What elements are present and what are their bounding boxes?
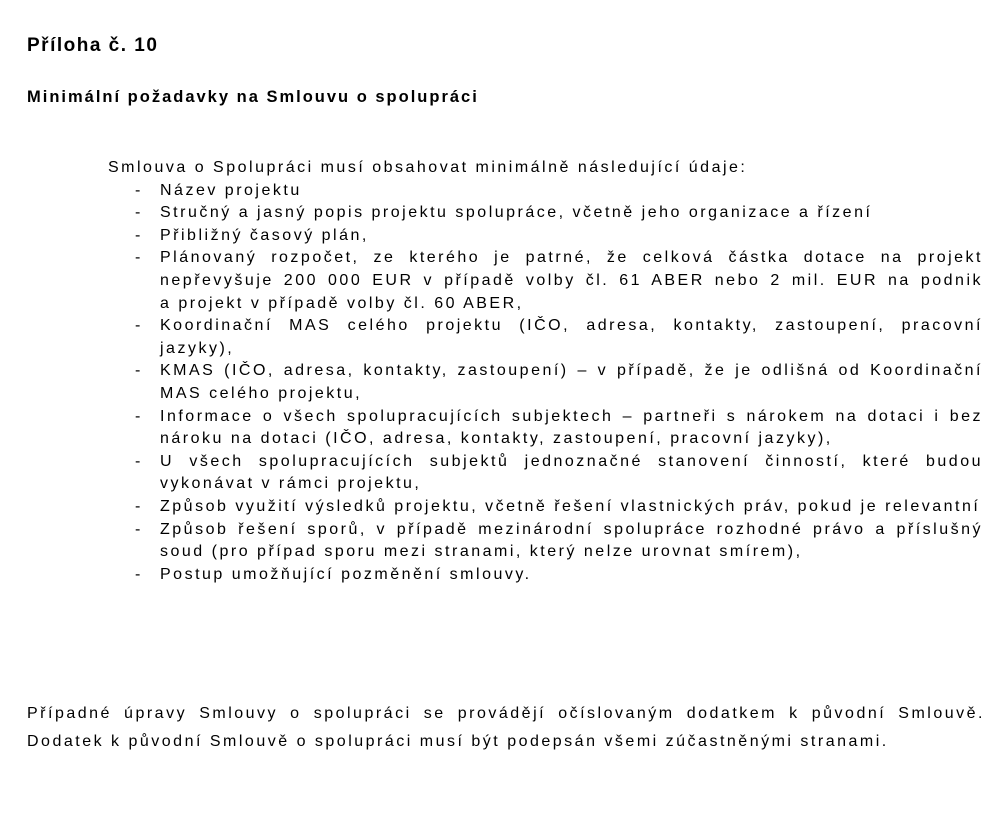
bullet-dash: - [135,452,141,470]
list-item-text: Způsob řešení sporů, v případě mezinárodní spolupráce rozhodné právo a příslušný soud (pro případ sporu mezi stranami, který nelze urovnat smírem), [160,520,983,561]
list-item-text: KMAS (IČO, adresa, kontakty, zastoupení) – v případě, že je odlišná od Koordinační MAS celého projektu, [160,362,983,402]
document-page [0,34,1006,828]
list-item [135,225,983,248]
list-item-text: Informace o všech spolupracujících subjektech – partneři s nárokem na dotaci i bez nároku na dotaci (IČO, adresa, kontakty, zastoupení, pracovní jazyky), [160,407,983,448]
intro-text: Smlouva o Spolupráci musí obsahovat minimálně následující údaje: [108,159,748,176]
list-item-text: Plánovaný rozpočet, ze kterého je patrné, že celková částka dotace na projekt nepřevyšuje 200 000 EUR v případě volby čl. 61 ABER nebo 2 mil. EUR na podnik a projekt v případě volby čl. 60 ABER, [160,249,983,312]
list-item [135,247,983,315]
bullet-dash: - [135,249,141,267]
list-item [135,496,983,519]
list-item-text: Způsob využití výsledků projektu, včetně řešení vlastnických práv, pokud je relevantní [160,497,981,515]
requirements-list [135,180,983,587]
list-item [135,406,983,451]
list-item-text: U všech spolupracujících subjektů jednoznačné stanovení činností, které budou vykonávat v rámci projektu, [160,452,983,493]
bullet-dash: - [135,317,141,335]
bullet-dash: - [135,181,141,199]
bullet-dash: - [135,565,141,583]
list-item-text: Postup umožňující pozměnění smlouvy. [160,565,532,583]
list-item-text: Koordinační MAS celého projektu (IČO, adresa, kontakty, zastoupení, pracovní jazyky), [160,317,983,357]
closing-paragraph: Případné úpravy Smlouvy o spolupráci se provádějí očíslovaným dodatkem k původní Smlouvě. Dodatek k původní Smlouvě o spolupráci musí být podepsán všemi zúčastněnými stranami. [27,705,985,751]
list-item [135,180,983,203]
list-item [135,202,983,225]
list-item [135,451,983,496]
bullet-dash: - [135,204,141,222]
bullet-dash: - [135,497,141,515]
bullet-dash: - [135,520,141,538]
bullet-dash: - [135,407,141,425]
bullet-dash: - [135,226,141,244]
list-item [135,360,983,405]
list-item-text: Stručný a jasný popis projektu spolupráce, včetně jeho organizace a řízení [160,204,873,222]
page-title: Příloha č. 10 [27,35,159,56]
list-item [135,315,983,360]
list-item [135,519,983,564]
list-item [135,564,983,587]
page-subtitle: Minimální požadavky na Smlouvu o spolupráci [27,88,479,106]
list-item-text: Název projektu [160,181,302,199]
bullet-dash: - [135,362,141,380]
list-item-text: Přibližný časový plán, [160,226,369,244]
